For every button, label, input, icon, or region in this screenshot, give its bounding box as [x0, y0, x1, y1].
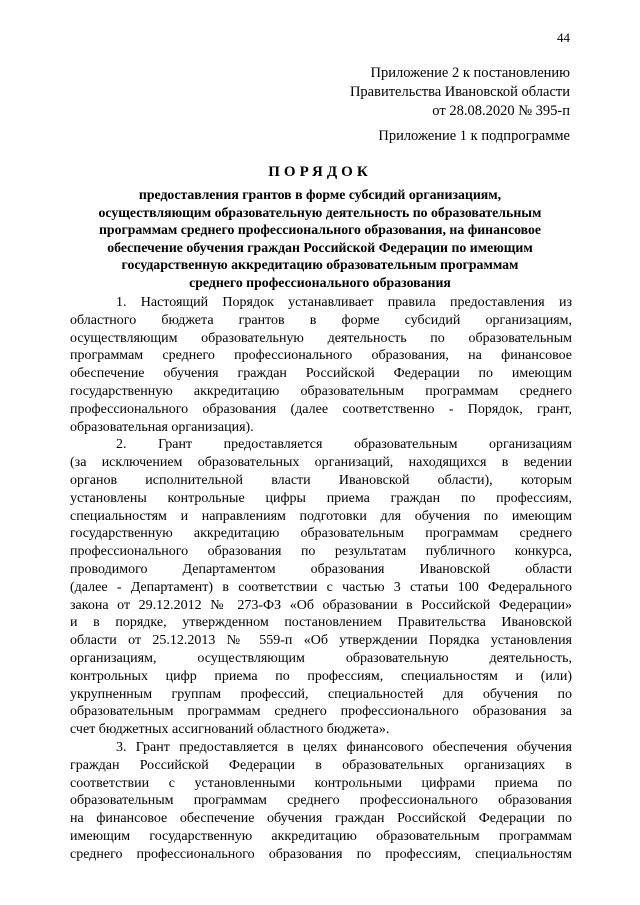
subtitle-line: предоставления грантов в форме субсидий организациям,	[138, 187, 502, 202]
body-line: на финансовое обеспечение обучения граждан Российской Федерации по	[70, 811, 572, 827]
body-line: государственную аккредитацию образовательным программам среднего	[70, 383, 572, 399]
body-line: контрольных цифр приема по профессиям, специальностям и (или)	[70, 668, 572, 684]
appendix-line: Приложение 2 к постановлению	[370, 65, 570, 81]
body-line: (далее - Департамент) в соответствии с частью 3 статьи 100 Федерального	[70, 579, 572, 595]
body-line: программам среднего профессионального образования, на финансовое	[70, 348, 572, 364]
subtitle-line: программам среднего профессионального образования, на финансовое	[98, 222, 542, 237]
body-line: проводимого Департаментом образования Ивановской области	[70, 561, 572, 577]
body-line: среднего профессионального образования по профессиям, специальностям	[70, 846, 572, 862]
body-line: счет бюджетных ассигнований областного бюджета».	[70, 722, 390, 738]
body-line: закона от 29.12.2012 № 273-ФЗ «Об образовании в Российской Федерации»	[70, 597, 572, 613]
body-line: (за исключением образовательных организаций, находящихся в ведении	[70, 455, 572, 471]
body-line: 3. Грант предоставляется в целях финансового обеспечения обучения	[116, 739, 572, 755]
document-body	[70, 294, 572, 864]
body-line: специальностям и направлениям подготовки для обучения по имеющим	[70, 508, 572, 524]
body-line: образовательным программам среднего профессионального образования	[70, 793, 572, 809]
body-line: профессионального образования по результатам публичного конкурса,	[70, 544, 572, 560]
appendix-subprogram: Приложение 1 к подпрограмме	[378, 128, 570, 144]
body-line: укрупненным группам профессий, специальностей для обучения по	[70, 686, 572, 702]
body-line: органов исполнительной власти Ивановской области), которым	[70, 472, 572, 488]
body-line: образовательная организация).	[70, 419, 254, 435]
body-line: осуществляющим образовательную деятельность по образовательным	[70, 330, 572, 346]
body-line: соответствии с установленными контрольными цифрами приема по	[70, 775, 572, 791]
body-line: областного бюджета грантов в форме субсидий организациям,	[70, 312, 572, 328]
document-title: ПОРЯДОК	[268, 164, 372, 180]
body-line: и в порядке, утвержденном постановлением Правительства Ивановской	[70, 615, 572, 631]
appendix-line: от 28.08.2020 № 395-п	[432, 103, 570, 119]
body-line: граждан Российской Федерации в образовательных организациях в	[70, 757, 572, 773]
body-line: 1. Настоящий Порядок устанавливает правила предоставления из	[116, 295, 572, 310]
appendix-header	[350, 64, 570, 121]
body-line: установлены контрольные цифры приема граждан по профессиям,	[70, 490, 572, 506]
subtitle-line: обеспечение обучения граждан Российской Федерации по имеющим	[107, 239, 533, 255]
page-number: 44	[557, 30, 570, 45]
appendix-line: Правительства Ивановской области	[349, 84, 570, 100]
body-line: образовательным программам среднего профессионального образования за	[70, 704, 572, 720]
document-subtitle	[70, 186, 570, 291]
body-line: профессионального образования (далее соответственно - Порядок, грант,	[70, 401, 572, 417]
body-line: области от 25.12.2013 № 559-п «Об утверждении Порядка установления	[70, 633, 572, 649]
body-line: организациям, осуществляющим образовательную деятельность,	[70, 650, 572, 666]
body-line: обеспечение обучения граждан Российской Федерации по имеющим	[70, 366, 572, 382]
body-line: имеющим государственную аккредитацию образовательным программам	[70, 828, 572, 844]
body-line: государственную аккредитацию образовательным программам среднего	[70, 526, 572, 542]
subtitle-line: осуществляющим образовательную деятельность по образовательным	[98, 204, 542, 220]
body-line: 2. Грант предоставляется образовательным организациям	[116, 437, 572, 453]
subtitle-line: государственную аккредитацию образовательным программам	[121, 257, 519, 272]
subtitle-line: среднего профессионального образования	[189, 274, 451, 290]
